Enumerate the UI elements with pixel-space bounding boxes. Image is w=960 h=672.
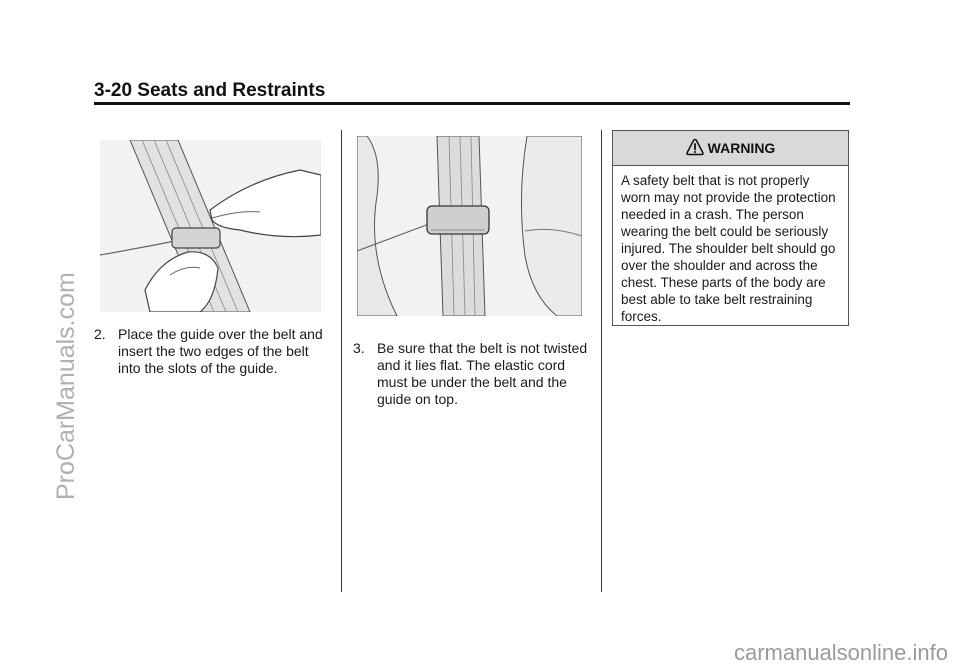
warning-title: WARNING — [707, 140, 776, 156]
step-number: 2. — [94, 326, 106, 342]
watermark-side: ProCarManuals.com — [52, 272, 80, 500]
step-2 — [94, 326, 330, 377]
watermark-bottom: carmanualsonline.info — [733, 640, 948, 665]
step-text: Be sure that the belt is not twisted and it lies flat. The elastic cord must be under the belt and the guide on top. — [377, 340, 588, 407]
step-number: 3. — [353, 340, 365, 356]
column-divider-left — [341, 130, 342, 592]
figure-guide-placement — [100, 140, 321, 312]
step-3 — [353, 340, 589, 408]
warning-box — [612, 130, 849, 326]
page-title: 3-20 Seats and Restraints — [94, 80, 326, 101]
figure-belt-flat — [357, 136, 582, 316]
warning-header — [613, 131, 848, 166]
step-text: Place the guide over the belt and insert the two edges of the belt into the slots of the guide. — [118, 326, 323, 376]
warning-triangle-icon — [686, 138, 704, 159]
column-divider-right — [601, 130, 602, 592]
header-rule — [94, 102, 850, 105]
warning-text: A safety belt that is not properly worn may not provide the protection needed in a crash. The person wearing the belt could be seriously injured. The shoulder belt should go over the shoulder and across the chest. These parts of the body are best able to take belt restraining forces. — [621, 173, 836, 324]
